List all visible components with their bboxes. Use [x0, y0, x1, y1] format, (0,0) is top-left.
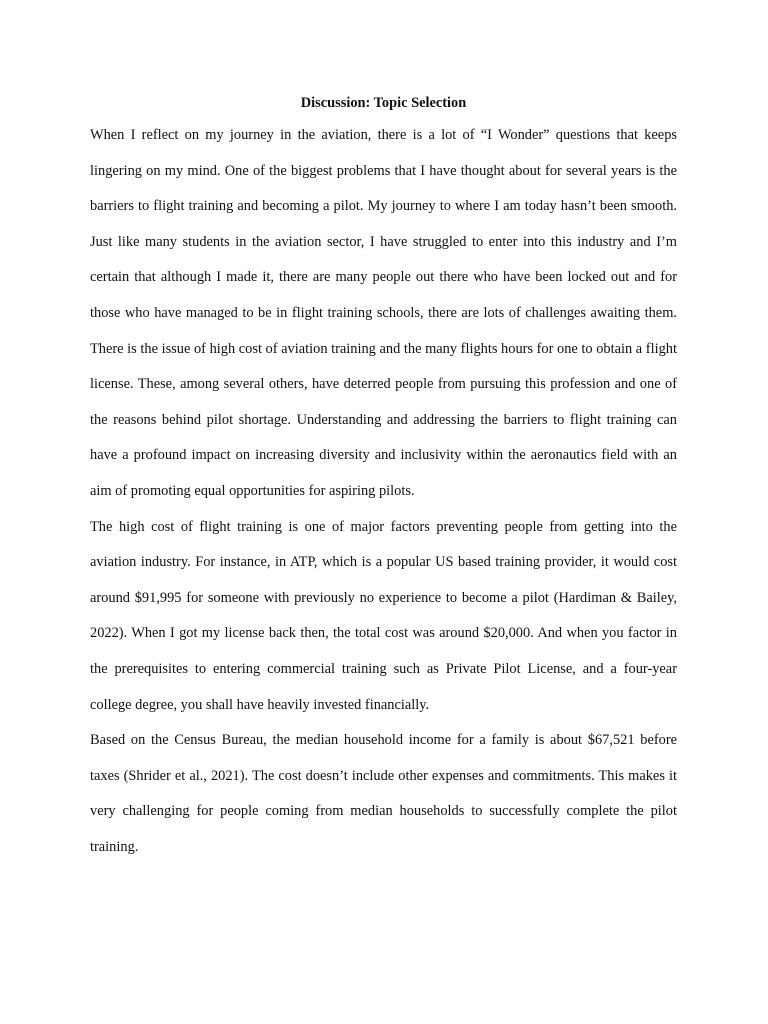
- document-body: [90, 88, 677, 865]
- paragraph-intro: When I reflect on my journey in the aviation, there is a lot of “I Wonder” questions that keeps lingering on my mind. One of the biggest problems that I have thought about for several years is the barriers to flight training and becoming a pilot. My journey to where I am today hasn’t been smooth. Just like many students in the aviation sector, I have struggled to enter into this industry and I’m certain that although I made it, there are many people out there who have been locked out and for those who have managed to be in flight training schools, there are lots of challenges awaiting them. There is the issue of high cost of aviation training and the many flights hours for one to obtain a flight license. These, among several others, have deterred people from pursuing this profession and one of the reasons behind pilot shortage. Understanding and addressing the barriers to flight training can have a profound impact on increasing diversity and inclusivity within the aeronautics field with an aim of promoting equal opportunities for aspiring pilots.: [90, 127, 677, 499]
- paragraph-income: Based on the Census Bureau, the median household income for a family is about $67,521 before taxes (Shrider et al., 2021). The cost doesn’t include other expenses and commitments. This makes it very challenging for people coming from median households to successfully complete the pilot training.: [90, 732, 677, 855]
- paragraph-cost: The high cost of flight training is one of major factors preventing people from getting into the aviation industry. For instance, in ATP, which is a popular US based training provider, it would cost around $91,995 for someone with previously no experience to become a pilot (Hardiman & Bailey, 2022). When I got my license back then, the total cost was around $20,000. And when you factor in the prerequisites to entering commercial training such as Private Pilot License, and a four-year college degree, you shall have heavily invested financially.: [90, 518, 677, 713]
- document-title: Discussion: Topic Selection: [300, 95, 467, 111]
